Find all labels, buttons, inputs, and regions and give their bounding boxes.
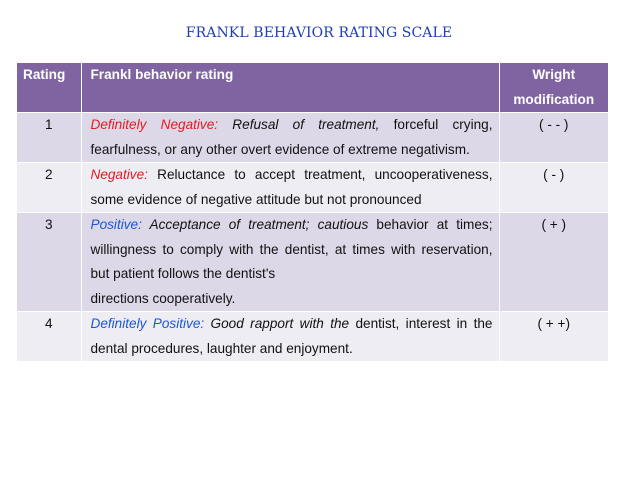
table-header-row (17, 63, 608, 113)
description-extra-line: directions cooperatively. (90, 290, 236, 306)
description-cell (81, 113, 499, 163)
description-cell (81, 312, 499, 362)
description-text: dentist, interest in the dental procedures, laughter and enjoyment. (90, 316, 493, 356)
header-rating: Rating (17, 63, 81, 113)
modification-cell: ( + ) (499, 213, 608, 312)
rating-cell: 2 (17, 163, 81, 213)
rating-label: Definitely Negative: (90, 117, 219, 132)
description-text: forceful crying, fearfulness, or any other overt evidence of extreme negativism. (90, 117, 493, 157)
table-row (17, 312, 608, 362)
italic-text: Refusal of treatment, (218, 117, 380, 132)
header-wright-modification: Wright modification (499, 63, 608, 113)
description-text: Reluctance to accept treatment, uncooperativeness, some evidence of negative attitude but not pronounced (90, 167, 493, 207)
description-cell (81, 163, 499, 213)
frankl-rating-table (17, 63, 608, 361)
italic-text: Acceptance of treatment; cautious (141, 217, 369, 232)
table-row (17, 213, 608, 312)
table-row (17, 113, 608, 163)
rating-label: Positive: (90, 217, 142, 232)
rating-cell: 1 (17, 113, 81, 163)
rating-label: Definitely Positive: (90, 316, 205, 331)
header-frankl-behavior-rating: Frankl behavior rating (81, 63, 499, 113)
table-row (17, 163, 608, 213)
italic-text: Good rapport with the (204, 316, 350, 331)
rating-cell: 4 (17, 312, 81, 362)
modification-cell: ( - ) (499, 163, 608, 213)
modification-cell: ( - - ) (499, 113, 608, 163)
page-title: FRANKL BEHAVIOR RATING SCALE (185, 25, 453, 41)
rating-cell: 3 (17, 213, 81, 312)
description-text: behavior at times; willingness to comply with the dentist, at times with reservation, but patient follows the dentist's (90, 217, 493, 281)
modification-cell: ( + +) (499, 312, 608, 362)
rating-label: Negative: (90, 167, 148, 182)
description-cell (81, 213, 499, 312)
